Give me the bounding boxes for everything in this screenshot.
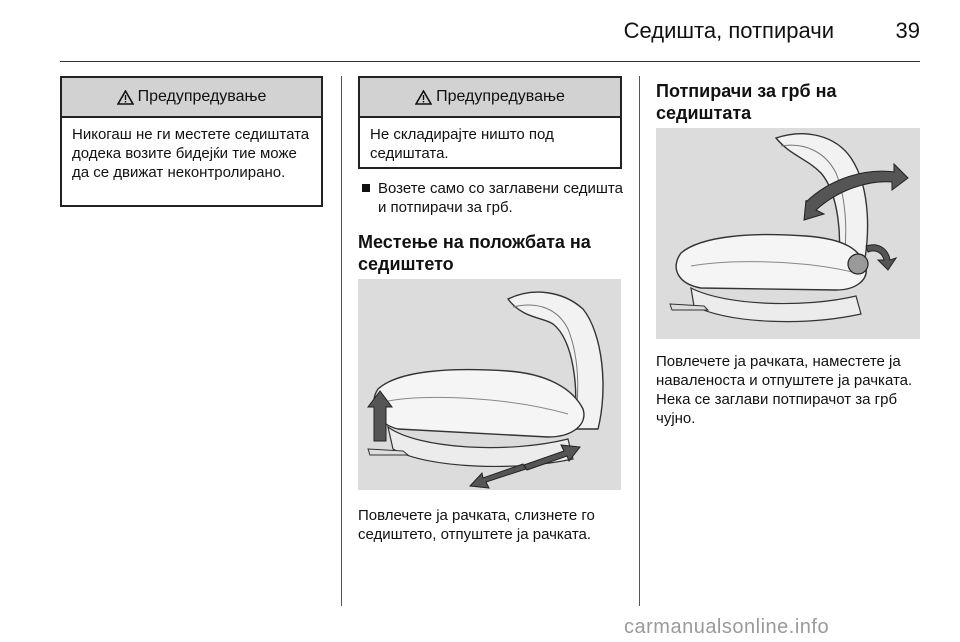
seat-position-caption: Повлечете ја рачката, слизнете го седиштето, отпуштете ја рачката. xyxy=(358,507,595,543)
column-divider-2 xyxy=(639,76,640,606)
bullet-item xyxy=(362,179,632,219)
warning-title: Предупредување xyxy=(436,88,565,105)
watermark-text: carmanualsonline.info xyxy=(624,616,830,638)
section-heading-seat-position: Местење на положбата на седиштето xyxy=(358,232,591,274)
seat-position-illustration xyxy=(358,279,621,490)
page-number: 39 xyxy=(895,18,920,43)
warning-triangle-icon xyxy=(415,90,432,105)
page-header-title: Седишта, потпирачи xyxy=(623,18,834,43)
backrest-illustration xyxy=(656,128,920,339)
bullet-square-icon xyxy=(362,184,370,192)
warning-triangle-icon xyxy=(117,90,134,105)
warning-box-2 xyxy=(358,76,622,169)
backrest-caption: Повлечете ја рачката, наместете ја наваленоста и отпуштете ја рачката. Нека се заглави потпирачот за грб чујно. xyxy=(656,353,913,427)
warning-box-1 xyxy=(60,76,323,207)
header-divider xyxy=(60,61,920,62)
warning-text: Никогаш не ги местете седиштата додека возите бидејќи тие може да се движат неконтролирано. xyxy=(72,126,310,181)
warning-header xyxy=(62,78,321,118)
warning-header xyxy=(360,78,620,118)
bullet-text: Возете само со заглавени седишта и потпирачи за грб. xyxy=(378,180,623,216)
warning-text: Не складирајте ништо под седиштата. xyxy=(370,126,554,162)
column-divider-1 xyxy=(341,76,342,606)
section-heading-backrests: Потпирачи за грб на седиштата xyxy=(656,81,837,123)
warning-title: Предупредување xyxy=(137,88,267,105)
